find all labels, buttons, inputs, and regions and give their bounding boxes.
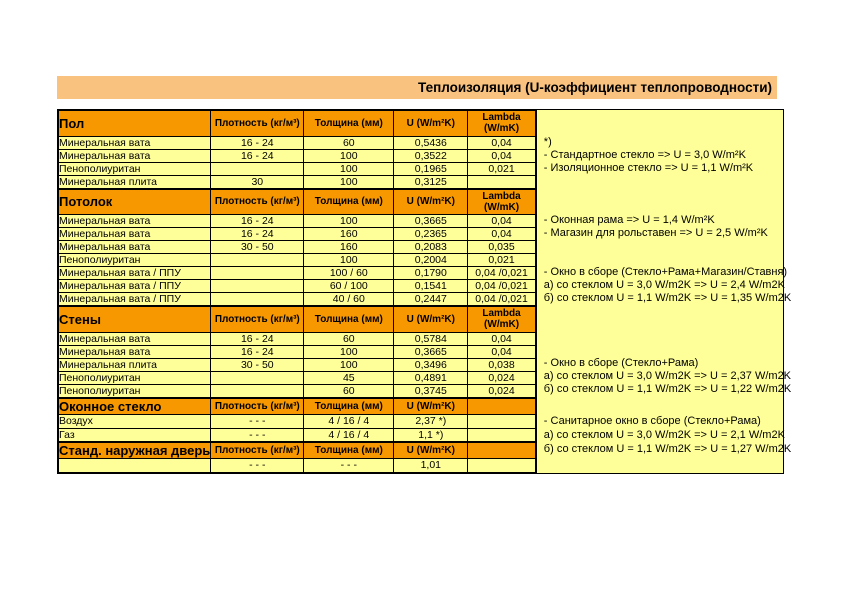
notes-panel [537,109,792,474]
column-header-lambda [468,189,536,215]
cell-u-value: 0,4891 [394,371,468,384]
cell-lambda [468,414,536,428]
note-line: - Окно в сборе (Стекло+Рама+Магазин/Ставня) [543,266,788,278]
cell-u-value: 0,3745 [394,384,468,398]
cell-material: Минеральная вата [58,136,211,149]
cell-density: 16 - 24 [211,228,304,241]
cell-u-value: 0,2365 [394,228,468,241]
column-header-lambda [468,306,536,332]
section-header-row [58,442,536,459]
cell-thickness: 60 [304,332,394,345]
cell-u-value: 0,1790 [394,267,468,280]
note-line: а) со стеклом U = 3,0 W/m2K => U = 2,4 W/m2K [543,279,785,291]
cell-lambda: 0,04 /0,021 [468,280,536,293]
note-line: - Стандартное стекло => U = 3,0 W/m²K [543,149,746,161]
cell-material: Пенополиуритан [58,384,211,398]
column-header-u: U (W/m²K) [394,110,468,136]
cell-lambda: 0,04 [468,332,536,345]
cell-material: Минеральная вата / ППУ [58,280,211,293]
section-header-row [58,398,536,415]
cell-lambda: 0,04 [468,136,536,149]
note-line: б) со стеклом U = 1,1 W/m2K => U = 1,22 W/m2K [543,383,792,395]
cell-material [58,459,211,473]
note-line: - Санитарное окно в сборе (Стекло+Рама) [543,415,761,427]
cell-u-value: 1,1 *) [394,428,468,442]
table-row [58,136,536,149]
table-row [58,267,536,280]
cell-u-value: 0,3665 [394,215,468,228]
cell-material: Газ [58,428,211,442]
cell-density: 30 - 50 [211,358,304,371]
column-header-u: U (W/m²K) [394,306,468,332]
column-header-density: Плотность (кг/м³) [211,306,304,332]
cell-density: 16 - 24 [211,215,304,228]
cell-density [211,267,304,280]
insulation-table-area [57,109,792,474]
table-row [58,241,536,254]
cell-thickness: 160 [304,228,394,241]
note-line: б) со стеклом U = 1,1 W/m2K => U = 1,27 W/m2K [543,443,792,455]
lambda-label-line2: (W/mK) [484,123,520,135]
cell-density [211,371,304,384]
cell-density: - - - [211,428,304,442]
cell-density: 16 - 24 [211,136,304,149]
cell-u-value: 0,3496 [394,358,468,371]
column-header-lambda [468,398,536,415]
table-row [58,149,536,162]
section-name-cell: Станд. наружная дверь [59,443,211,458]
cell-material: Минеральная вата [58,215,211,228]
cell-material: Минеральная вата [58,241,211,254]
cell-lambda: 0,04 [468,149,536,162]
table-row [58,162,536,175]
cell-density [211,293,304,307]
cell-thickness: 100 [304,345,394,358]
note-line: а) со стеклом U = 3,0 W/m2K => U = 2,37 W/m2K [543,370,792,382]
cell-u-value: 0,5784 [394,332,468,345]
column-header-lambda [468,110,536,136]
cell-u-value: 0,1541 [394,280,468,293]
cell-thickness: 45 [304,371,394,384]
note-line: *) [543,136,552,148]
table-row [58,215,536,228]
section-name-cell: Оконное стекло [58,398,211,415]
cell-lambda [468,459,536,473]
cell-thickness: 4 / 16 / 4 [304,428,394,442]
table-row [58,371,536,384]
column-header-thickness: Толщина (мм) [304,398,394,415]
cell-lambda [468,175,536,189]
column-header-density: Плотность (кг/м³) [211,189,304,215]
cell-thickness: 4 / 16 / 4 [304,414,394,428]
cell-lambda: 0,04 /0,021 [468,267,536,280]
cell-lambda: 0,04 [468,228,536,241]
table-row [58,293,536,307]
table-row [58,414,536,428]
cell-material: Пенополиуритан [58,371,211,384]
section-name-cell: Стены [58,306,211,332]
column-header-thickness: Толщина (мм) [304,189,394,215]
column-header-u: U (W/m²K) [394,398,468,415]
cell-thickness: 40 / 60 [304,293,394,307]
cell-thickness: 100 [304,175,394,189]
cell-u-value: 0,1965 [394,162,468,175]
table-row [58,384,536,398]
cell-thickness: 100 [304,162,394,175]
cell-u-value: 0,5436 [394,136,468,149]
column-header-density: Плотность (кг/м³) [211,110,304,136]
cell-thickness: 100 [304,358,394,371]
cell-material: Воздух [58,414,211,428]
cell-thickness: - - - [304,459,394,473]
cell-thickness: 60 [304,384,394,398]
table-row [58,459,536,473]
column-header-density: Плотность (кг/м³) [211,442,304,459]
cell-material: Минеральная плита [58,175,211,189]
cell-density: - - - [211,414,304,428]
cell-density: - - - [211,459,304,473]
cell-thickness: 100 [304,254,394,267]
cell-thickness: 160 [304,241,394,254]
column-header-u: U (W/m²K) [394,189,468,215]
cell-lambda: 0,024 [468,371,536,384]
cell-thickness: 100 [304,215,394,228]
cell-lambda [468,428,536,442]
cell-thickness: 100 [304,149,394,162]
cell-density: 16 - 24 [211,332,304,345]
section-header-row [58,110,536,136]
cell-thickness: 60 / 100 [304,280,394,293]
cell-density: 16 - 24 [211,149,304,162]
cell-density: 30 [211,175,304,189]
cell-density [211,384,304,398]
section-name-cell: Пол [58,110,211,136]
column-header-thickness: Толщина (мм) [304,306,394,332]
column-header-thickness: Толщина (мм) [304,110,394,136]
page-title: Теплоизоляция (U-коэффициент теплопроводности) [57,76,777,99]
cell-lambda: 0,021 [468,254,536,267]
cell-material: Пенополиуритан [58,162,211,175]
table-row [58,254,536,267]
cell-material: Минеральная вата / ППУ [58,267,211,280]
section-header-row [58,306,536,332]
table-row [58,175,536,189]
column-header-u: U (W/m²K) [394,442,468,459]
lambda-label-line2: (W/mK) [484,319,520,331]
lambda-label-line1: Lambda [482,308,521,320]
cell-lambda: 0,04 [468,345,536,358]
lambda-label-line1: Lambda [482,190,521,202]
table-row [58,428,536,442]
cell-material: Минеральная вата [58,228,211,241]
cell-material: Минеральная вата [58,332,211,345]
table-row [58,345,536,358]
lambda-label-line1: Lambda [482,112,521,124]
cell-u-value: 0,3665 [394,345,468,358]
cell-material: Минеральная плита [58,358,211,371]
table-row [58,358,536,371]
cell-thickness: 60 [304,136,394,149]
cell-lambda: 0,04 /0,021 [468,293,536,307]
cell-density: 30 - 50 [211,241,304,254]
column-header-density: Плотность (кг/м³) [211,398,304,415]
lambda-label-line2: (W/mK) [484,201,520,213]
column-header-thickness: Толщина (мм) [304,442,394,459]
cell-thickness: 100 / 60 [304,267,394,280]
cell-density [211,280,304,293]
cell-material: Пенополиуритан [58,254,211,267]
cell-density: 16 - 24 [211,345,304,358]
section-header-row [58,189,536,215]
table-row [58,228,536,241]
cell-material: Минеральная вата / ППУ [58,293,211,307]
cell-lambda: 0,035 [468,241,536,254]
cell-lambda: 0,04 [468,215,536,228]
note-line: - Оконная рама => U = 1,4 W/m²K [543,214,715,226]
cell-u-value: 2,37 *) [394,414,468,428]
table-row [58,280,536,293]
cell-density [211,162,304,175]
note-line: - Магазин для рольставен => U = 2,5 W/m²K [543,227,768,239]
cell-lambda: 0,021 [468,162,536,175]
insulation-table [57,109,537,474]
note-line: б) со стеклом U = 1,1 W/m2K => U = 1,35 W/m2K [543,292,792,304]
note-line: а) со стеклом U = 3,0 W/m2K => U = 2,1 W/m2K [543,429,785,441]
cell-material: Минеральная вата [58,345,211,358]
cell-u-value: 0,3125 [394,175,468,189]
cell-lambda: 0,024 [468,384,536,398]
cell-u-value: 0,2447 [394,293,468,307]
column-header-lambda [468,442,536,459]
cell-u-value: 1,01 [394,459,468,473]
cell-material: Минеральная вата [58,149,211,162]
cell-u-value: 0,2004 [394,254,468,267]
table-row [58,332,536,345]
cell-u-value: 0,2083 [394,241,468,254]
note-line: - Окно в сборе (Стекло+Рама) [543,357,699,369]
note-line: - Изоляционное стекло => U = 1,1 W/m²K [543,162,754,174]
cell-lambda: 0,038 [468,358,536,371]
cell-u-value: 0,3522 [394,149,468,162]
section-name-cell: Потолок [58,189,211,215]
cell-density [211,254,304,267]
